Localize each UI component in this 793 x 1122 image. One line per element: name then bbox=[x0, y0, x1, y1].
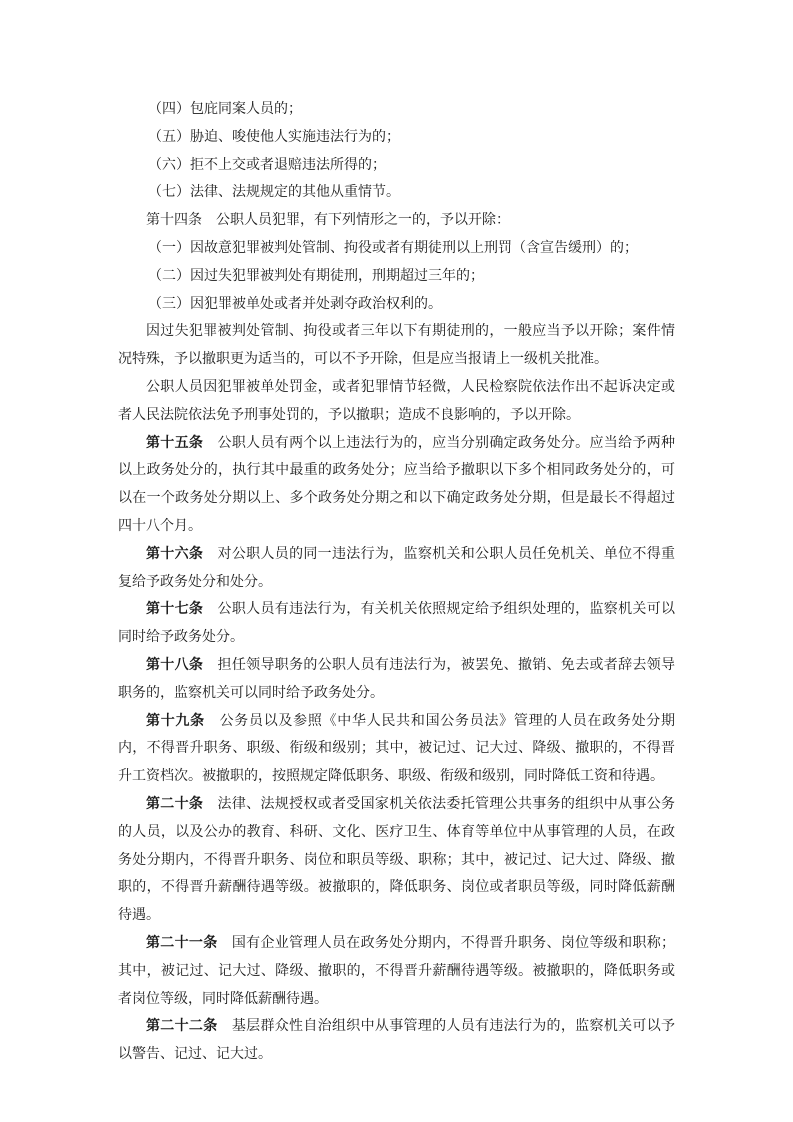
article-16 bbox=[118, 541, 675, 597]
article-18 bbox=[118, 652, 675, 708]
article-19 bbox=[118, 708, 675, 791]
article-text: 公职人员有违法行为，有关机关依照规定给予组织处理的，监察机关可以同时给予政务处分。 bbox=[118, 601, 676, 646]
article-22 bbox=[118, 1013, 675, 1069]
paragraph: 因过失犯罪被判处管制、拘役或者三年以下有期徒刑的，一般应当予以开除；案件情况特殊，予以撤职更为适当的，可以不予开除，但是应当报请上一级机关批准。 bbox=[118, 323, 675, 368]
paragraph: 公职人员因犯罪被单处罚金，或者犯罪情节轻微，人民检察院依法作出不起诉决定或者人民法院依法免予刑事处罚的，予以撤职；造成不良影响的，予以开除。 bbox=[118, 378, 675, 423]
article-15 bbox=[118, 430, 675, 541]
list-item: （六）拒不上交或者退赔违法所得的； bbox=[148, 156, 386, 173]
article-title: 第二十二条 bbox=[146, 1018, 218, 1035]
article-title: 第十九条 bbox=[146, 712, 205, 729]
list-item: （二）因过失犯罪被判处有期徒刑，刑期超过三年的； bbox=[148, 267, 484, 284]
article-14 bbox=[118, 207, 675, 235]
article-text: 担任领导职务的公职人员有违法行为，被罢免、撤销、免去或者辞去领导职务的，监察机关可以同时给予政务处分。 bbox=[118, 656, 676, 701]
article-text: 公务员以及参照《中华人民共和国公务员法》管理的人员在政务处分期内，不得晋升职务、职级、衔级和级别；其中，被记过、记大过、降级、撤职的，不得晋升工资档次。被撤职的，按照规定降低职务、职级、衔级和级别，同时降低工资和待遇。 bbox=[118, 712, 676, 785]
article-text: 对公职人员的同一违法行为，监察机关和公职人员任免机关、单位不得重复给予政务处分和处分。 bbox=[118, 545, 676, 590]
article-title: 第二十条 bbox=[146, 795, 204, 812]
article-21 bbox=[118, 930, 675, 1013]
article-title: 第十六条 bbox=[146, 545, 204, 562]
article-title: 第十四条 bbox=[146, 212, 202, 229]
article-text: 公职人员有两个以上违法行为的，应当分别确定政务处分。应当给予两种以上政务处分的，执行其中最重的政务处分；应当给予撤职以下多个相同政务处分的，可以在一个政务处分期以上、多个政务处分期之和以下确定政务处分期，但是最长不得超过四十八个月。 bbox=[118, 434, 676, 534]
article-20 bbox=[118, 791, 675, 930]
article-text: 基层群众性自治组织中从事管理的人员有违法行为的，监察机关可以予以警告、记过、记大过。 bbox=[118, 1018, 676, 1063]
article-text: 国有企业管理人员在政务处分期内，不得晋升职务、岗位等级和职称；其中，被记过、记大过、降级、撤职的，不得晋升薪酬待遇等级。被撤职的，降低职务或者岗位等级，同时降低薪酬待遇。 bbox=[118, 934, 676, 1007]
article-text: 公职人员犯罪，有下列情形之一的，予以开除： bbox=[216, 212, 510, 229]
list-item: （一）因故意犯罪被判处管制、拘役或者有期徒刑以上刑罚（含宣告缓刑）的； bbox=[148, 239, 638, 256]
article-title: 第十七条 bbox=[146, 601, 204, 618]
article-17 bbox=[118, 596, 675, 652]
article-title: 第二十一条 bbox=[146, 934, 218, 951]
list-item: （四）包庇同案人员的； bbox=[148, 101, 302, 117]
article-title: 第十八条 bbox=[146, 656, 204, 673]
article-text: 法律、法规授权或者受国家机关依法委托管理公共事务的组织中从事公务的人员，以及公办的教育、科研、文化、医疗卫生、体育等单位中从事管理的人员，在政务处分期内，不得晋升职务、岗位和职员等级、职称；其中，被记过、记大过、降级、撤职的，不得晋升薪酬待遇等级。被撤职的，降低职务、岗位或者职员等级，同时降低薪酬待遇。 bbox=[118, 795, 676, 924]
list-item: （五）胁迫、唆使他人实施违法行为的； bbox=[148, 128, 400, 145]
article-title: 第十五条 bbox=[146, 434, 204, 451]
list-item: （三）因犯罪被单处或者并处剥夺政治权利的。 bbox=[148, 295, 442, 312]
list-item: （七）法律、法规规定的其他从重情节。 bbox=[148, 184, 400, 201]
